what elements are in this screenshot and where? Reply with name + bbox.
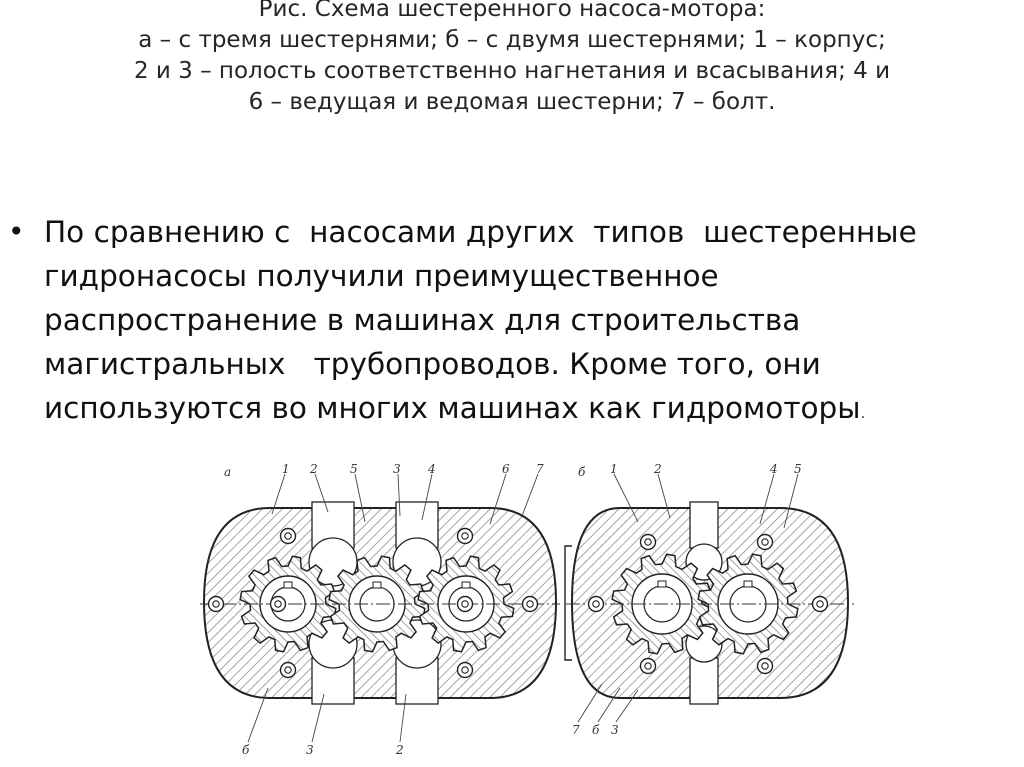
- callout-number: б: [242, 743, 250, 757]
- callout-number: 1: [610, 462, 618, 476]
- paragraph-text: [44, 210, 917, 436]
- paragraph-line: распространение в машинах для строительства: [44, 303, 801, 337]
- callout-number: 3: [393, 462, 401, 476]
- paragraph-line: [44, 386, 917, 436]
- figure-caption: [40, 0, 984, 118]
- callout-number: 2: [396, 743, 404, 757]
- paragraph-line: По сравнению с насосами других типов шестеренные: [44, 215, 917, 249]
- pump-a: [200, 502, 560, 704]
- callout-number: 5: [794, 462, 802, 476]
- callout-number: 6: [502, 462, 510, 476]
- bullet-marker: •: [8, 215, 25, 248]
- callout-number: 5: [350, 462, 358, 476]
- callout-number: 3: [306, 743, 314, 757]
- paragraph-line: гидронасосы получили преимущественное: [44, 259, 719, 293]
- pump-b: [565, 502, 854, 704]
- callout-number: 2: [310, 462, 318, 476]
- callout-number: 3: [611, 723, 619, 737]
- callout-number: 2: [654, 462, 662, 476]
- pump-b-label: б: [578, 465, 586, 479]
- callout-number: 4: [770, 462, 778, 476]
- callout-number: 7: [572, 723, 580, 737]
- caption-line: а – с тремя шестернями; б – с двумя шестернями; 1 – корпус;: [138, 27, 886, 53]
- caption-line: Рис. Схема шестеренного насоса-мотора:: [258, 0, 766, 22]
- paragraph-line-text: используются во многих машинах как гидромоторы: [44, 391, 861, 425]
- paragraph-end-mark: .: [860, 406, 866, 422]
- callout-number: 4: [428, 462, 436, 476]
- callout-number: б: [592, 723, 600, 737]
- paragraph-line: магистральных трубопроводов. Кроме того, они: [44, 347, 821, 381]
- pump-a-label: а: [224, 465, 232, 479]
- callout-number: 1: [282, 462, 290, 476]
- callout-number: 7: [536, 462, 544, 476]
- gear-pump-svg: [200, 462, 856, 767]
- caption-line: 6 – ведущая и ведомая шестерни; 7 – болт.: [248, 89, 776, 115]
- gear-pump-drawing: [200, 462, 856, 767]
- caption-line: 2 и 3 – полость соответственно нагнетания и всасывания; 4 и: [133, 58, 891, 84]
